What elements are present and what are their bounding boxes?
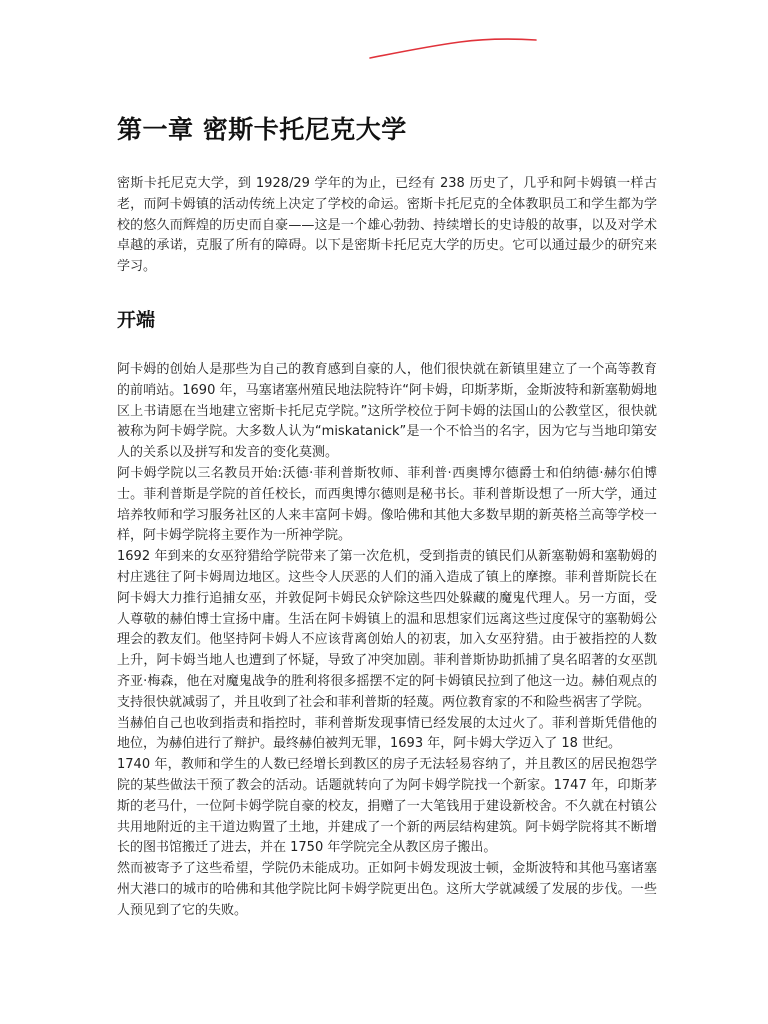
body-paragraph: 阿卡姆学院以三名教员开始:沃德·菲利普斯牧师、菲利普·西奥博尔德爵士和伯纳德·赫尔伯博士。菲利普斯是学院的首任校长，而西奥博尔德则是秘书长。菲利普斯设想了一所大学，通过培养牧师和学习服务社区的人来丰富阿卡姆。像哈佛和其他大多数早期的新英格兰高等学校一样，阿卡姆学院将主要作为一所神学院。 bbox=[117, 465, 657, 544]
body-paragraph: 1740 年，教师和学生的人数已经增长到教区的房子无法轻易容纳了，并且教区的居民抱怨学院的某些做法干预了教会的活动。话题就转向了为阿卡姆学院找一个新家。1747 年，印斯茅斯的老马什，一位阿卡姆学院自豪的校友，捐赠了一大笔钱用于建设新校舍。不久就在村镇公共用地附近的主干道边购置了土地，并建成了一个新的两层结构建筑。阿卡姆学院将其不断增长的图书馆搬迁了进去，并在 1750 年学院完全从教区房子搬出。 bbox=[117, 757, 657, 856]
body-paragraph: 当赫伯自己也收到指责和指控时，菲利普斯发现事情已经发展的太过火了。菲利普斯凭借他的地位，为赫伯进行了辩护。最终赫伯被判无罪，1693 年，阿卡姆大学迈入了 18 世纪。 bbox=[117, 715, 657, 752]
red-pen-scribble bbox=[360, 28, 550, 68]
body-paragraph: 1692 年到来的女巫狩猎给学院带来了第一次危机，受到指责的镇民们从新塞勒姆和塞勒姆的村庄逃往了阿卡姆周边地区。这些令人厌恶的人们的涌入造成了镇上的摩擦。菲利普斯院长在阿卡姆大力推行追捕女巫，并敦促阿卡姆民众铲除这些四处躲藏的魔鬼代理人。另一方面，受人尊敬的赫伯博士宣扬中庸。生活在阿卡姆镇上的温和思想家们远离这些过度保守的塞勒姆公理会的教友们。他坚持阿卡姆人不应该背离创始人的初衷，加入女巫狩猎。由于被指控的人数上升，阿卡姆当地人也遭到了怀疑，导致了冲突加剧。菲利普斯协助抓捕了臭名昭著的女巫凯齐亚·梅森，他在对魔鬼战争的胜利将很多摇摆不定的阿卡姆镇民拉到了他这一边。赫伯观点的支持很快就减弱了，并且收到了社会和菲利普斯的轻蔑。两位教育家的不和险些祸害了学院。 bbox=[117, 549, 657, 710]
document-body bbox=[117, 108, 657, 922]
intro-paragraph: 密斯卡托尼克大学，到 1928/29 学年的为止，已经有 238 历史了，几乎和阿卡姆镇一样古老，而阿卡姆镇的活动传统上决定了学校的命运。密斯卡托尼克的全体教职员工和学生都为学校的悠久而辉煌的历史而自豪——这是一个雄心勃勃、持续增长的史诗般的故事，以及对学术卓越的承诺，克服了所有的障碍。以下是密斯卡托尼克大学的历史。它可以通过最少的研究来学习。 bbox=[117, 176, 657, 275]
body-paragraph: 阿卡姆的创始人是那些为自己的教育感到自豪的人，他们很快就在新镇里建立了一个高等教育的前哨站。1690 年，马塞诸塞州殖民地法院特许“阿卡姆，印斯茅斯，金斯波特和新塞勒姆地区上书请愿在当地建立密斯卡托尼克学院。”这所学校位于阿卡姆的法国山的公教堂区，很快就被称为阿卡姆学院。大多数人认为“miskatanick”是一个不恰当的名字，因为它与当地印第安人的关系以及拼写和发音的变化莫测。 bbox=[117, 361, 657, 461]
section-title: 开端 bbox=[117, 308, 156, 331]
chapter-title: 第一章 密斯卡托尼克大学 bbox=[117, 115, 407, 144]
body-paragraph: 然而被寄予了这些希望，学院仍未能成功。正如阿卡姆发现波士顿，金斯波特和其他马塞诸塞州大港口的城市的哈佛和其他学院比阿卡姆学院更出色。这所大学就减缓了发展的步伐。一些人预见到了它的失败。 bbox=[117, 861, 657, 918]
